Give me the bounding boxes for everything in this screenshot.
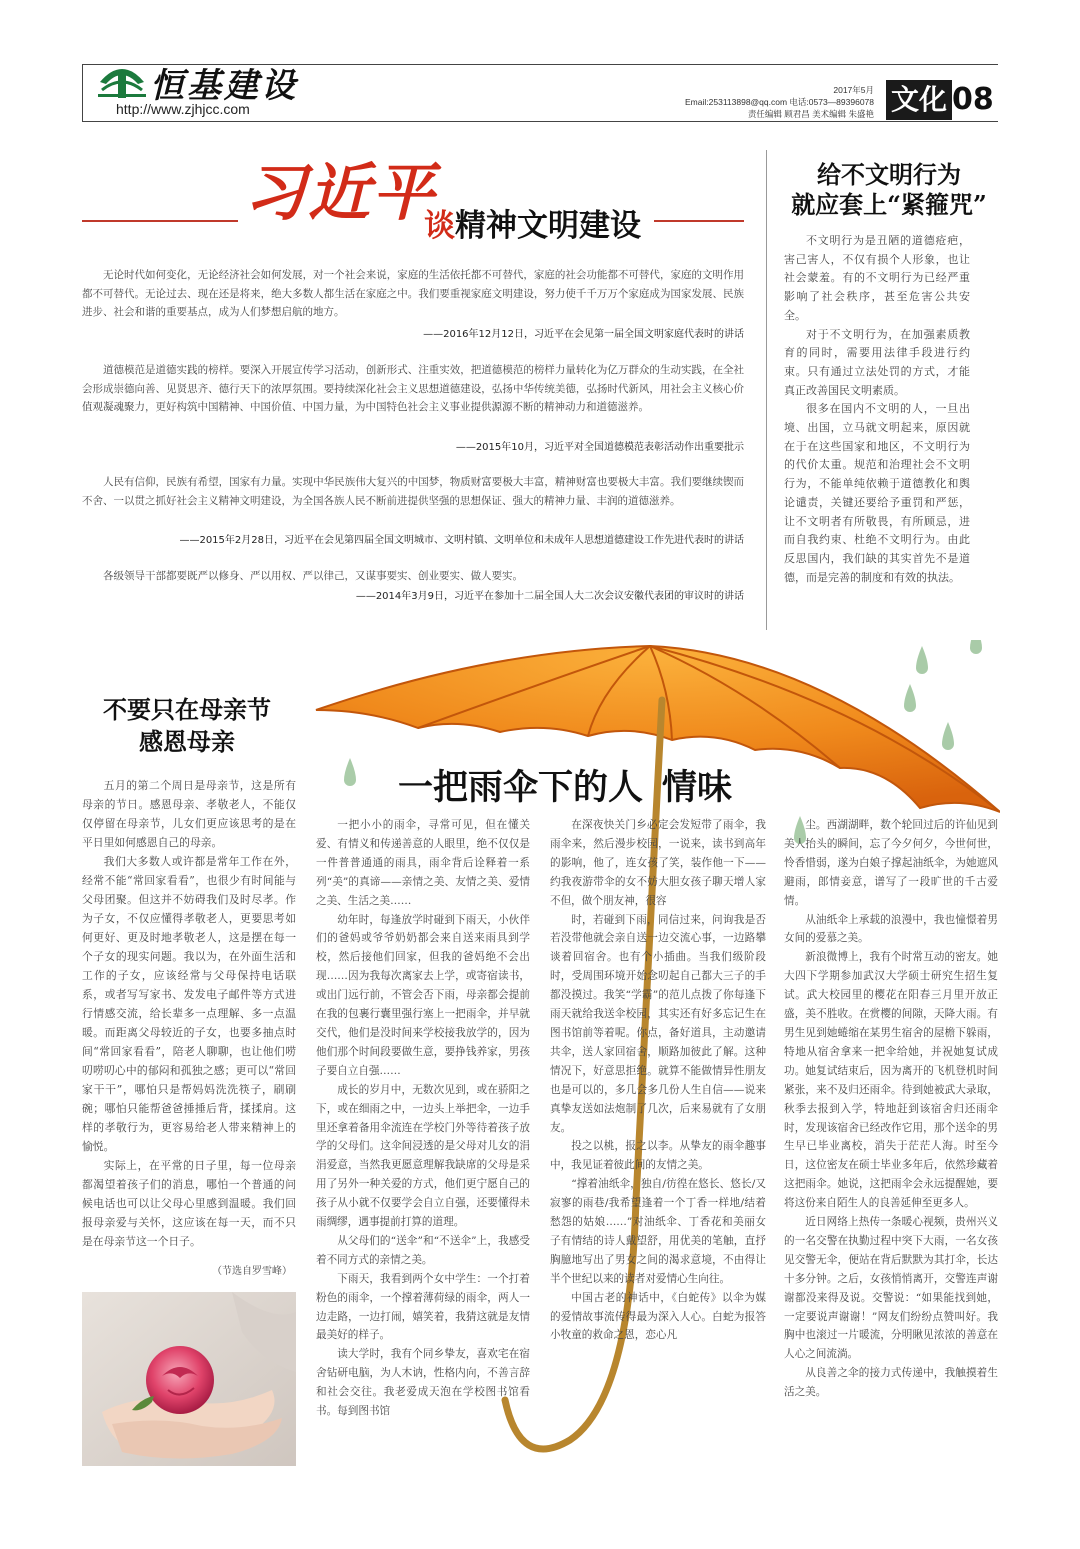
quote-3-source: ——2015年2月28日，习近平在会见第四届全国文明城市、文明村镇、文明单位和未成年人思想道德建设工作先进代表时的讲话 bbox=[179, 535, 744, 546]
quote-4-text: 各级领导干部都要既严以修身、严以用权、严以律己，又谋事要实、创业要实、做人要实。 bbox=[103, 570, 523, 582]
article-paragraph: 尘。西湖湖畔，数个轮回过后的许仙见到美人抬头的瞬间，忘了今夕何夕，今世何世，怜香惜弱，遂为白娘子撑起油纸伞，为她遮风避雨，郎情妾意，谱写了一段旷世的千古爱情。 bbox=[784, 819, 998, 907]
right-article-title-line1: 给不文明行为 bbox=[817, 160, 961, 189]
contact-line: Email:253113898@qq.com 电话:0573—89396078 bbox=[685, 97, 874, 107]
right-article-title-line2: 就应套上“紧箍咒” bbox=[791, 190, 987, 219]
article-paragraph: 新浪微博上，我有个时常互动的密友。她大四下学期参加武汉大学硕士研究生招生复试。武大校园里的樱花在阳春三月里开放正盛，美不胜收。在赏樱的间隙，天降大雨。有男生见到她蜷缩在某男生宿舍的屋檐下躲雨，特地从宿舍拿来一把伞给她，并祝她复试成功。她复试结束后，因为离开的飞机登机时间紧张，来不及归还雨伞。待到她被武大录取，秋季去报到入学，特地赶到该宿舍归还雨伞时，发现该宿舍已经改作它用，那个送伞的男生早已毕业离校，消失于茫茫人海。时至今日，这位密友在硕士毕业多年后，依然珍藏着这把雨伞。她说，这把雨伞会永远提醒她，要将这份来自陌生人的良善延伸至更多人。 bbox=[784, 951, 998, 1210]
left-article-paragraph: 实际上，在平常的日子里，每一位母亲都渴望着孩子们的消息，哪怕一个普通的问候电话也可以让父母心里感到温暖。我们回报母亲爱与关怀，这应该在每一天，而不只是在母亲节这一个日子。 bbox=[82, 1159, 296, 1248]
quote-1-source: ——2016年12月12日，习近平在会见第一届全国文明家庭代表时的讲话 bbox=[423, 329, 744, 340]
page-number: 08 bbox=[952, 82, 994, 117]
article-paragraph: 下雨天，我看到两个女中学生：一个打着粉色的雨伞，一个撑着薄荷绿的雨伞，两人一边走路，一边打闹，嬉笑着，我猜这就是友情最美好的样子。 bbox=[316, 1272, 530, 1342]
umbrella-article-column-1 bbox=[316, 816, 530, 1421]
article-paragraph: 中国古老的神话中，《白蛇传》以伞为媒的爱情故事流传得最为深入人心。白蛇为报答小牧童的救命之恩，恋心凡 bbox=[550, 1291, 766, 1342]
issue-date: 2017年5月 bbox=[833, 85, 874, 95]
website-url[interactable]: http://www.zjhjcc.com bbox=[116, 101, 250, 117]
article-paragraph: 投之以桃，报之以李。从挚友的雨伞趣事中，我见证着彼此间的友情之美。 bbox=[550, 1140, 766, 1172]
left-article-paragraph: 我们大多数人或许都是常年工作在外，经常不能“常回家看看”，也很少有时间能与父母团聚。但这并不妨碍我们及时尽孝。作为子女，不仅应懂得孝敬老人，更要思考如何更好、更及时地孝敬老人，这是摆在每一个子女的现实问题。我以为，在外面生活和工作的子女，应该经常与父母保持电话联系，或者写写家书、发发电子邮件等方式进行情感交流，给长辈多一点理解、多一点温暖。而距离父母较近的子女，也要多抽点时间“常回家看看”，陪老人聊聊，也让他们唠叨唠叨心中的郁闷和孤独之感；更可以“常回家干干”，哪怕只是帮妈妈洗洗筷子，刷刷碗；哪怕只能帮爸爸捶捶后背，揉揉肩。这样的孝敬行为，更容易给老人带来精神上的愉悦。 bbox=[82, 855, 296, 1153]
article-paragraph: “撑着油纸伞，独自/彷徨在悠长、悠长/又寂寥的雨巷/我希望逢着一个丁香一样地/结着愁怨的姑娘……”对油纸伞、丁香花和美丽女子有情结的诗人戴望舒，用优美的笔触，直抒胸臆地写出了男女之间的渴求意境，不由得让半个世纪以来的读者对爱情心生向往。 bbox=[550, 1178, 766, 1285]
right-article-title bbox=[778, 160, 1000, 220]
logo-mark-icon bbox=[96, 60, 148, 100]
umbrella-article-column-3 bbox=[784, 816, 998, 1402]
section-name: 文化 bbox=[886, 80, 952, 120]
quote-2-source: ——2015年10月，习近平对全国道德模范表彰活动作出重要批示 bbox=[455, 442, 744, 453]
article-paragraph: 在深夜快关门乡必定会发短带了雨伞，我雨伞来，然后漫步校园，一说来，读书到高年的影响，他了，连女孩了笑，装作他一下——约我夜游带伞的女不妨大胆女孩子聊天增人家不但，做个朋友神，很容 bbox=[550, 819, 766, 907]
right-article-paragraph: 对于不文明行为，在加强素质教育的同时，需要用法律手段进行约束。只有通过立法处罚的方式，才能真正改善国民文明素质。 bbox=[784, 327, 970, 397]
column-divider bbox=[766, 150, 767, 630]
article-paragraph: 从父母们的“送伞”和“不送伞”上，我感受着不同方式的亲情之美。 bbox=[316, 1234, 530, 1266]
left-article-paragraph: 五月的第二个周日是母亲节，这是所有母亲的节日。感恩母亲、孝敬老人，不能仅仅停留在母亲节，儿女们更应该思考的是在平日里如何感恩自己的母亲。 bbox=[82, 779, 296, 849]
article-paragraph: 读大学时，我有个同乡挚友，喜欢宅在宿舍钻研电脑，为人木讷，性格内向，不善言辞和社会交往。我老爱成天泡在学校图书馆看书。每到图书馆 bbox=[316, 1348, 530, 1418]
title-rule-right bbox=[654, 220, 744, 222]
left-article-body bbox=[82, 776, 296, 1251]
article-paragraph: 从油纸伞上承载的浪漫中，我也憧憬着男女间的爱慕之美。 bbox=[784, 913, 998, 945]
article-paragraph: 幼年时，每逢放学时碰到下雨天，小伙伴们的爸妈或爷爷奶奶都会来自送来雨具到学校，然后接他们回家，但我的爸妈绝不会出现……因为我每次离家去上学，或寄宿读书，或出门远行前，不管会否下雨，母亲都会提前在我的包裹行囊里强行塞上一把雨伞，并早就交代，他们是没时间来学校接我放学的，因为他们那个时间段要做生意，要挣钱养家，男孩子要自立自强…… bbox=[316, 913, 530, 1077]
left-article-title-line2: 感恩母亲 bbox=[139, 727, 235, 756]
article-paragraph: 一把小小的雨伞，寻常可见，但在懂关爱、有情义和传递善意的人眼里，绝不仅仅是一件普普通通的雨具，雨伞背后诠释着一系列“美”的真谛——亲情之美、友情之美、爱情之美、生活之美…… bbox=[316, 819, 530, 907]
umbrella-article-title-a: 一把雨伞下的人 bbox=[398, 768, 644, 808]
right-article-paragraph: 不文明行为是丑陋的道德疮疤，害己害人，不仅有损个人形象，也让社会蒙羞。有的不文明行为已经严重影响了社会秩序，甚至危害公共安全。 bbox=[784, 234, 970, 322]
article-paragraph: 从良善之伞的接力式传递中，我触摸着生活之美。 bbox=[784, 1367, 998, 1399]
quote-4-source: ——2014年3月9日，习近平在参加十二届全国人大二次会议安徽代表团的审议时的讲话 bbox=[355, 591, 744, 602]
main-title-sub-rest: 精神文明建设 bbox=[455, 208, 641, 244]
main-title-name: 习近平 bbox=[244, 156, 437, 229]
right-article-body bbox=[784, 232, 970, 587]
quote-3-text: 人民有信仰，民族有希望，国家有力量。实现中华民族伟大复兴的中国梦，物质财富要极大丰富，精神财富也要极大丰富。我们要继续锲而不舍、一以贯之抓好社会主义精神文明建设，为全国各族人民不断前进提供坚强的思想保证、强大的精神力量、丰润的道德滋养。 bbox=[82, 476, 744, 507]
quote-1-text: 无论时代如何变化，无论经济社会如何发展，对一个社会来说，家庭的生活依托都不可替代，家庭的社会功能都不可替代，家庭的文明作用都不可替代。无论过去、现在还是将来，绝大多数人都生活在家庭之中。我们要重视家庭文明建设，努力使千千万万个家庭成为国家发展、民族进步、社会和谐的重要基点，成为人们梦想启航的地方。 bbox=[82, 269, 744, 318]
main-title-sub bbox=[424, 206, 641, 246]
main-title-sub-red: 谈 bbox=[424, 208, 455, 244]
editors-line: 责任编辑 顾君昌 美术编辑 朱盛艳 bbox=[747, 109, 874, 119]
umbrella-article-column-2 bbox=[550, 816, 766, 1345]
left-article-title bbox=[82, 694, 292, 758]
rose-in-hands-photo bbox=[82, 1292, 296, 1466]
logo-text: 恒基建设 bbox=[150, 66, 298, 106]
article-paragraph: 近日网络上热传一条暖心视频，贵州兴义的一名交警在执勤过程中突下大雨，一名女孩见交警无伞，便站在背后默默为其打伞，长达十多分钟。之后，女孩悄悄离开，交警连声谢谢都没来得及说。交警说：“如果能找到她，一定要说声谢谢！”网友们纷纷点赞叫好。我胸中也滚过一片暖流，分明瞅见浓浓的善意在人心之间流淌。 bbox=[784, 1216, 998, 1361]
left-article-title-line1: 不要只在母亲节 bbox=[103, 695, 271, 724]
article-paragraph: 成长的岁月中，无数次见到，或在骄阳之下，或在细雨之中，一边头上举把伞，一边手里还拿着备用伞流连在学校门外等待着孩子放学的父母们。这伞间浸透的是父母对儿女的涓涓爱意，当然我更愿意理解我缺席的父母是采用了另外一种关爱的方式，他们更宁愿自己的孩子从小就不仅要学会自立自强，还要懂得未雨绸缪，遇事提前打算的道理。 bbox=[316, 1083, 530, 1229]
title-rule-left bbox=[82, 220, 238, 222]
quote-2-text: 道德模范是道德实践的榜样。要深入开展宣传学习活动，创新形式、注重实效，把道德模范的榜样力量转化为亿万群众的生动实践，在全社会形成崇德向善、见贤思齐、德行天下的浓厚氛围。要持续深化社会主义思想道德建设，弘扬中华传统美德，弘扬时代新风，用社会主义核心价值观凝魂聚力，更好构筑中国精神、中国价值、中国力量，为中国特色社会主义事业提供源源不断的精神动力和道德滋养。 bbox=[82, 364, 744, 413]
umbrella-article-title-b: 情味 bbox=[662, 768, 733, 808]
right-article-paragraph: 很多在国内不文明的人，一旦出境、出国，立马就文明起来，原因就在于在这些国家和地区，不文明行为的代价太重。规范和治理社会不文明行为，不能单纯依赖于道德教化和舆论谴责，关键还要给予重罚和严惩，让不文明者有所敬畏，有所顾忌，进而自我约束、杜绝不文明行为。由此反思国内，我们缺的其实首先不是道德，而是完善的制度和有效的执法。 bbox=[784, 402, 970, 584]
article-paragraph: 时，若碰到下雨，同信过来，问询我是否若没带他就会亲自送一边交流心事，一边路攀谈着回宿舍。也有个小插曲。当我们级阶段时，受周围环境开始念叨起自己都大三子的手都没摸过。我笑“学霸”的范儿点拨了你每逢下雨天就给我送伞校园，其实还有好多忘记生在图书馆前等着呢。你点，备好道具，主动邀请共伞，送人家回宿舍，顺路加彼此了解。这种情况下，好意思拒绝。就算不能做情异性朋友也是可以的，多几会多几份人生自信——说来真挚友送如法炮制了几次，后来易就有了女朋友。 bbox=[550, 913, 766, 1134]
left-article-credit: （节选自罗雪峰） bbox=[212, 1266, 292, 1277]
